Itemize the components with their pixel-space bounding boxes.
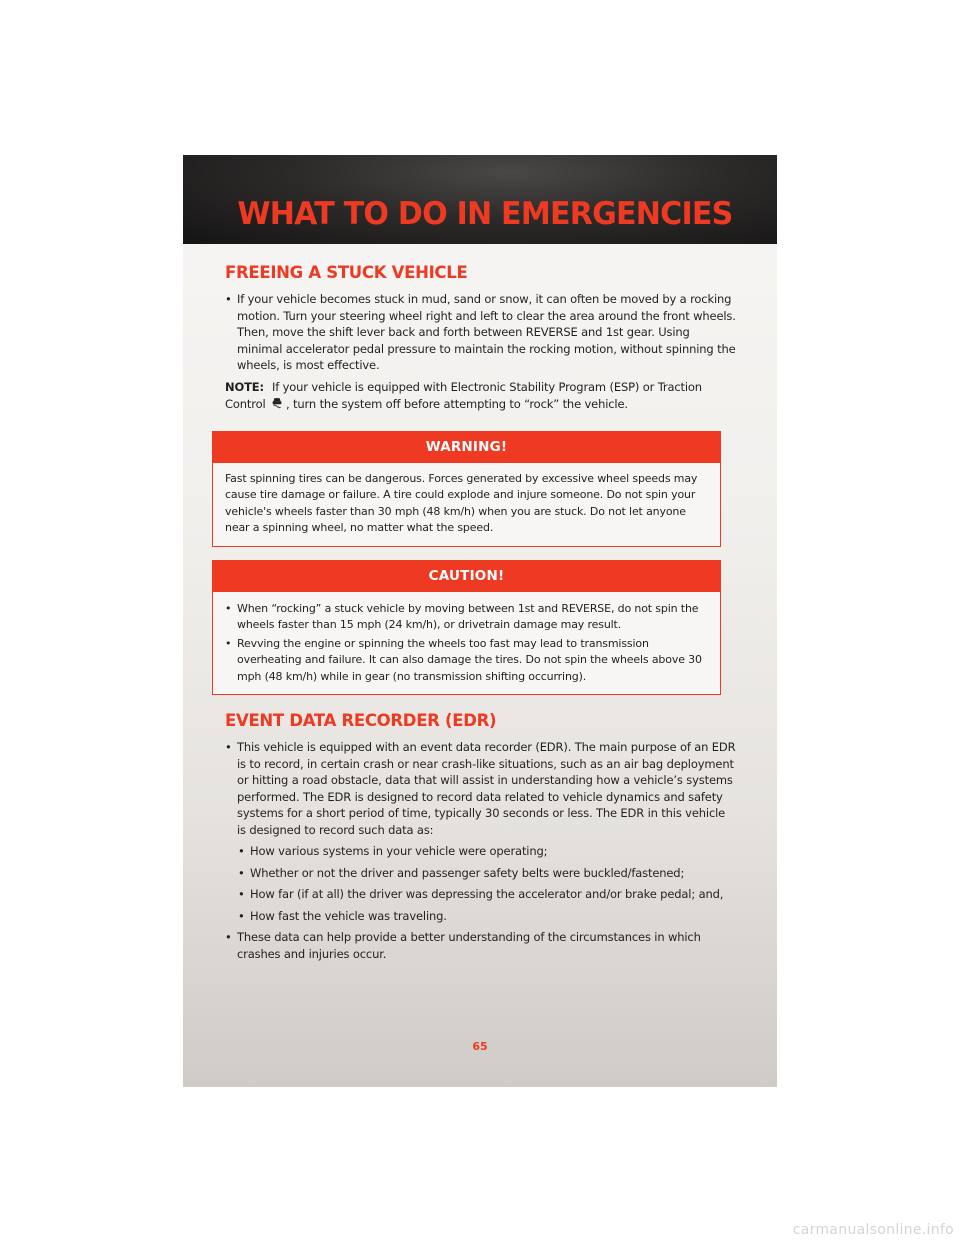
caution-bullet-text: When “rocking” a stuck vehicle by moving between 1st and REVERSE, do not spin the wheels faster than 15 mph (24 km/h), or drivetrain damage may result.: [237, 601, 699, 631]
bullet-icon: •: [238, 887, 245, 901]
bullet-icon: •: [238, 844, 245, 858]
section-heading-edr: EVENT DATA RECORDER (EDR): [225, 711, 497, 730]
caution-bullet: [225, 601, 708, 634]
page-header: [183, 155, 777, 244]
bullet-item: [225, 929, 737, 962]
bullet-item: [225, 291, 737, 374]
warning-title: WARNING!: [213, 432, 720, 463]
manual-page: [183, 155, 777, 1087]
caution-body: [213, 592, 720, 695]
sub-item-text: Whether or not the driver and passenger safety belts were buckled/fastened;: [250, 865, 685, 880]
bullet-icon: •: [225, 740, 232, 754]
caution-title: CAUTION!: [213, 561, 720, 592]
sub-item-text: How various systems in your vehicle were operating;: [250, 844, 548, 858]
sub-list-item: [225, 908, 737, 925]
note-paragraph: [225, 379, 737, 413]
bullet-text: If your vehicle becomes stuck in mud, sand or snow, it can often be moved by a rocking motion. Turn your steering wheel right and left to clear the area around the front wheels. Then, move the shift lever back and forth between REVERSE and 1st gear. Using minimal accelerator pedal pressure to maintain the rocking motion, without spinning the wheels, is most effective.: [237, 292, 736, 372]
sub-item-text: How fast the vehicle was traveling.: [250, 908, 447, 923]
bullet-icon: •: [225, 930, 232, 944]
edr-intro-text: This vehicle is equipped with an event data recorder (EDR). The main purpose of an EDR is to record, in certain crash or near crash-like situations, such as an air bag deployment or hitting a road obstacle, data that will assist in understanding how a vehicle’s systems performed. The EDR is designed to record data related to vehicle dynamics and safety systems for a short period of time, typically 30 seconds or less. The EDR in this vehicle is designed to record such data as:: [237, 740, 736, 837]
page-number: 65: [472, 1040, 488, 1053]
caution-box: [212, 560, 721, 696]
bullet-icon: •: [225, 636, 232, 650]
bullet-icon: •: [238, 908, 245, 923]
warning-text: Fast spinning tires can be dangerous. Forces generated by excessive wheel speeds may cause tire damage or failure. A tire could explode and injure someone. Do not spin your vehicle's wheels faster than 30 mph (48 km/h) when you are stuck. Do not let anyone near a spinning wheel, no matter what the speed.: [225, 471, 698, 534]
note-text-1: If your vehicle is equipped with Electronic Stability Program (ESP) or Traction Control: [225, 379, 702, 411]
sub-list-item: [225, 843, 737, 860]
caution-bullet: [225, 636, 708, 686]
section-heading-freeing-stuck-vehicle: FREEING A STUCK VEHICLE: [225, 263, 468, 282]
watermark: carmanualsonline.info: [792, 1222, 954, 1238]
bullet-item: [225, 739, 737, 838]
bullet-icon: •: [225, 292, 232, 306]
traction-control-icon: [270, 395, 284, 409]
caution-bullet-text: Revving the engine or spinning the wheels too fast may lead to transmission overheating and failure. It can also damage the tires. Do not spin the wheels above 30 mph (48 km/h) while in gear (no transmission shifting occurring).: [237, 636, 702, 683]
sub-item-text: How far (if at all) the driver was depressing the accelerator and/or brake pedal; and,: [250, 887, 724, 901]
note-text-2: , turn the system off before attempting to “rock” the vehicle.: [286, 397, 628, 411]
warning-box: [212, 431, 721, 547]
bullet-icon: •: [238, 865, 245, 880]
page-title: WHAT TO DO IN EMERGENCIES: [237, 196, 733, 232]
bullet-icon: •: [225, 601, 232, 615]
note-label: NOTE:: [225, 379, 264, 394]
sub-list-item: [225, 886, 737, 903]
page-content: [225, 263, 737, 962]
sub-list-item: [225, 865, 737, 882]
edr-closing-text: These data can help provide a better understanding of the circumstances in which crashes and injuries occur.: [237, 930, 701, 961]
